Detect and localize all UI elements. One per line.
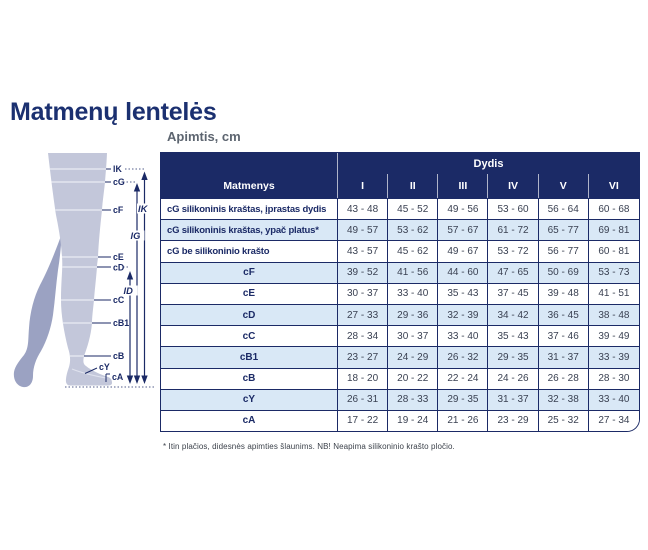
corner-header-cell: Matmenys [161,153,338,198]
value-cell: 27 - 33 [338,304,388,325]
value-cell: 28 - 33 [388,389,438,410]
label-ca: cA [112,372,124,382]
value-cell: 25 - 32 [539,410,589,431]
size-table-container [160,152,640,432]
leg-circumference-labels [99,164,129,382]
value-cell: 65 - 77 [539,219,589,240]
size-header-cell: II [388,174,438,198]
value-cell: 39 - 49 [589,325,639,346]
value-cell: 37 - 45 [488,283,538,304]
value-cell: 29 - 35 [438,389,488,410]
row-label-cell: cG be silikoninio krašto [161,240,338,261]
footnote: * Itin plačios, didesnės apimties šlaunims. NB! Neapima silikoninio krašto pločio. [163,442,455,451]
label-cy: cY [99,362,110,372]
value-cell: 56 - 77 [539,240,589,261]
table-body [161,198,639,431]
value-cell: 43 - 57 [338,240,388,261]
value-cell: 28 - 34 [338,325,388,346]
leg-back-shape [14,233,62,387]
value-cell: 53 - 62 [388,219,438,240]
size-header-cell: IV [488,174,538,198]
size-header-cell: I [338,174,388,198]
label-cc: cC [113,295,125,305]
page-title: Matmenų lentelės [10,98,217,126]
table-row [161,262,639,283]
value-cell: 45 - 52 [388,198,438,219]
value-cell: 18 - 20 [338,368,388,389]
value-cell: 26 - 31 [338,389,388,410]
table-row [161,346,639,367]
label-lg-length: lG [130,231,141,241]
table-units-subtitle: Apimtis, cm [167,129,241,144]
value-cell: 60 - 81 [589,240,639,261]
label-cg: cG [113,177,125,187]
value-cell: 33 - 39 [589,346,639,367]
size-header-cell: V [539,174,589,198]
row-label-cell: cB [161,368,338,389]
value-cell: 35 - 43 [438,283,488,304]
value-cell: 69 - 81 [589,219,639,240]
size-header-cell: III [438,174,488,198]
value-cell: 36 - 45 [539,304,589,325]
value-cell: 57 - 67 [438,219,488,240]
value-cell: 38 - 48 [589,304,639,325]
size-table [161,153,639,431]
table-row [161,410,639,431]
row-label-cell: cG silikoninis kraštas, įprastas dydis [161,198,338,219]
value-cell: 60 - 68 [589,198,639,219]
label-cf: cF [113,205,124,215]
value-cell: 21 - 26 [438,410,488,431]
value-cell: 28 - 30 [589,368,639,389]
table-row [161,240,639,261]
row-label-cell: cE [161,283,338,304]
label-cb: cB [113,351,125,361]
value-cell: 24 - 26 [488,368,538,389]
label-ld-length: lD [123,286,133,296]
value-cell: 29 - 36 [388,304,438,325]
value-cell: 29 - 35 [488,346,538,367]
value-cell: 49 - 56 [438,198,488,219]
table-row [161,368,639,389]
row-label-cell: cA [161,410,338,431]
table-row [161,283,639,304]
value-cell: 24 - 29 [388,346,438,367]
table-row [161,389,639,410]
row-label-cell: cB1 [161,346,338,367]
table-row [161,198,639,219]
value-cell: 39 - 52 [338,262,388,283]
value-cell: 41 - 56 [388,262,438,283]
value-cell: 30 - 37 [338,283,388,304]
value-cell: 49 - 67 [438,240,488,261]
size-group-header-cell: Dydis [338,153,639,174]
value-cell: 26 - 28 [539,368,589,389]
value-cell: 27 - 34 [589,410,639,431]
header-row-group [161,153,639,174]
value-cell: 50 - 69 [539,262,589,283]
value-cell: 39 - 48 [539,283,589,304]
table-header [161,153,639,198]
value-cell: 19 - 24 [388,410,438,431]
value-cell: 32 - 38 [539,389,589,410]
value-cell: 44 - 60 [438,262,488,283]
row-label-cell: cY [161,389,338,410]
value-cell: 49 - 57 [338,219,388,240]
value-cell: 23 - 29 [488,410,538,431]
value-cell: 26 - 32 [438,346,488,367]
value-cell: 33 - 40 [589,389,639,410]
value-cell: 22 - 24 [438,368,488,389]
value-cell: 31 - 37 [539,346,589,367]
value-cell: 23 - 27 [338,346,388,367]
value-cell: 41 - 51 [589,283,639,304]
value-cell: 17 - 22 [338,410,388,431]
value-cell: 53 - 60 [488,198,538,219]
value-cell: 30 - 37 [388,325,438,346]
value-cell: 53 - 73 [589,262,639,283]
row-label-cell: cD [161,304,338,325]
value-cell: 45 - 62 [388,240,438,261]
row-label-cell: cG silikoninis kraštas, ypač platus* [161,219,338,240]
value-cell: 56 - 64 [539,198,589,219]
value-cell: 33 - 40 [438,325,488,346]
label-cd: cD [113,262,125,273]
value-cell: 34 - 42 [488,304,538,325]
label-lk-line: lK [113,164,122,174]
row-label-cell: cC [161,325,338,346]
value-cell: 47 - 65 [488,262,538,283]
value-cell: 31 - 37 [488,389,538,410]
value-cell: 20 - 22 [388,368,438,389]
size-header-cell: VI [589,174,639,198]
label-lk-length: lK [138,204,148,214]
label-ce: cE [113,252,124,262]
leg-measurement-diagram [10,140,160,400]
value-cell: 61 - 72 [488,219,538,240]
value-cell: 43 - 48 [338,198,388,219]
table-row [161,219,639,240]
value-cell: 33 - 40 [388,283,438,304]
value-cell: 32 - 39 [438,304,488,325]
value-cell: 53 - 72 [488,240,538,261]
label-cb1: cB1 [113,318,130,328]
table-row [161,304,639,325]
value-cell: 35 - 43 [488,325,538,346]
value-cell: 37 - 46 [539,325,589,346]
row-label-cell: cF [161,262,338,283]
table-row [161,325,639,346]
